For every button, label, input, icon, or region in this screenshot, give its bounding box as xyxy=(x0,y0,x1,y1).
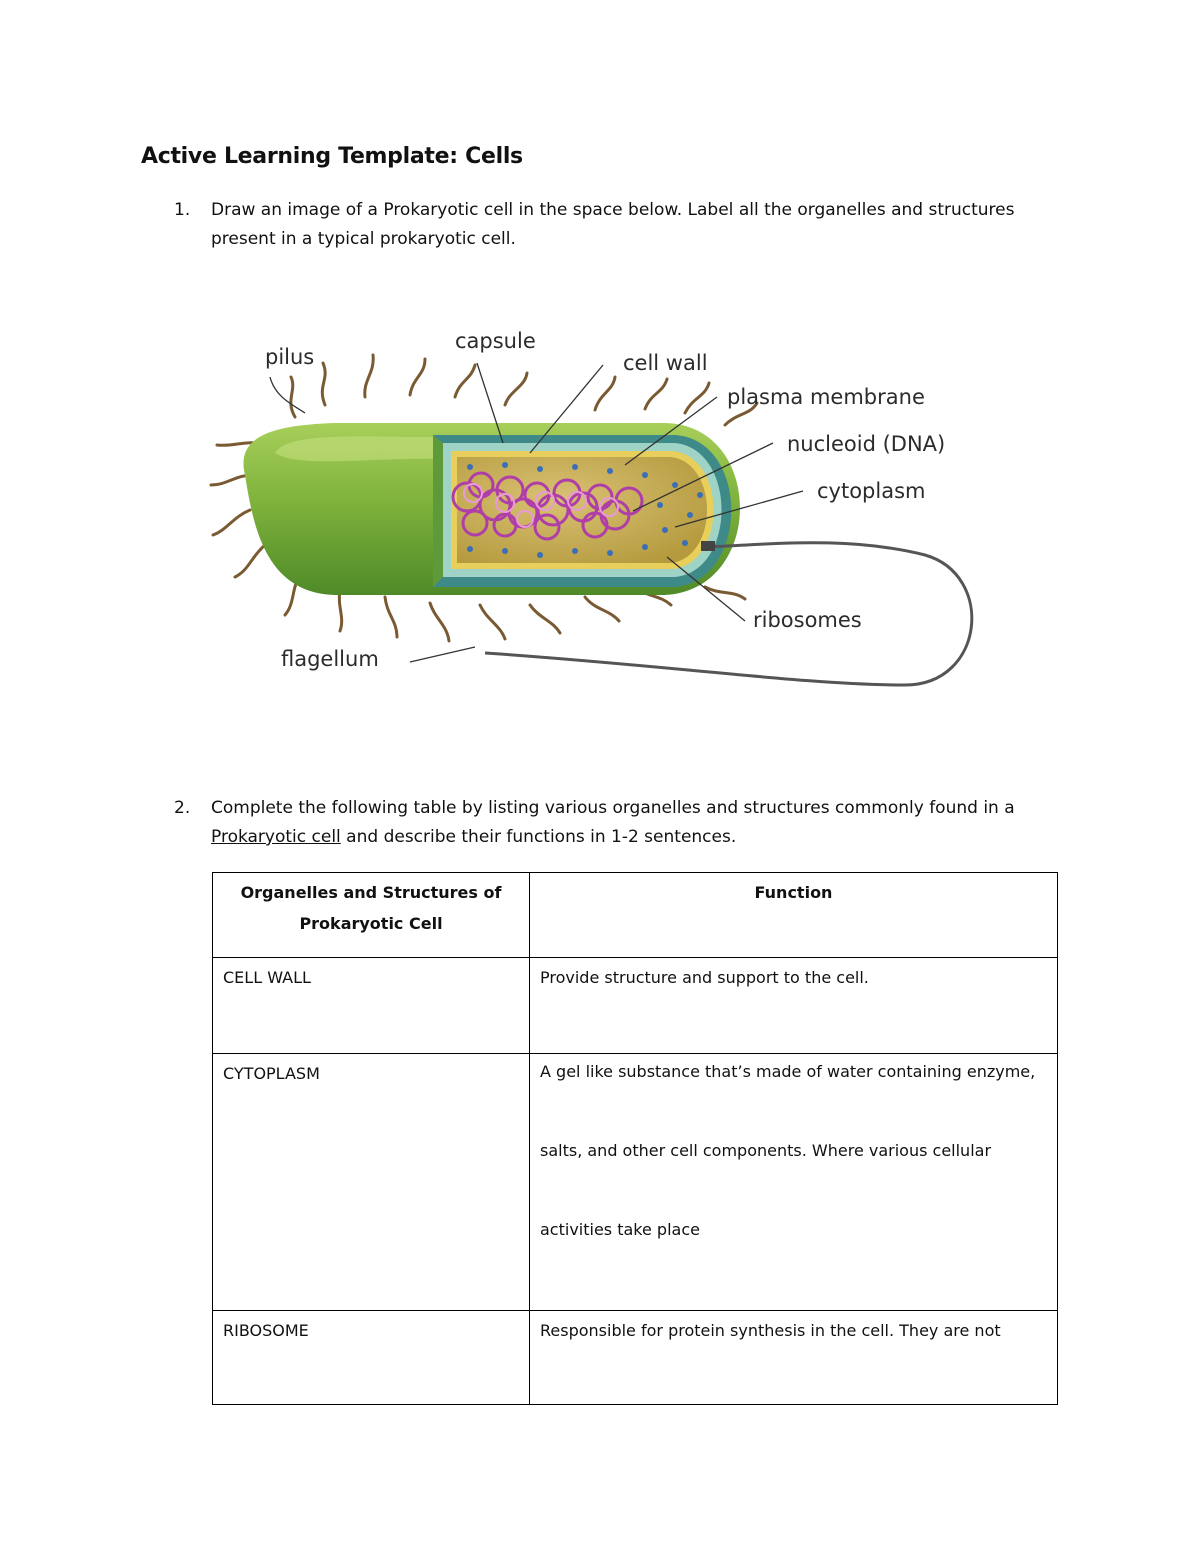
cell-illustration xyxy=(205,325,1005,690)
label-cytoplasm: cytoplasm xyxy=(817,479,926,503)
table-header-row xyxy=(213,873,1058,958)
label-flagellum: flagellum xyxy=(281,647,379,671)
structure-cell: CYTOPLASM xyxy=(213,1054,530,1311)
header-structures: Organelles and Structures of Prokaryotic Cell xyxy=(213,873,530,958)
function-cell: A gel like substance that’s made of water containing enzyme, salts, and other cell components. Where various cellular activities take place xyxy=(530,1054,1058,1311)
function-cell: Responsible for protein synthesis in the cell. They are not xyxy=(530,1311,1058,1405)
question-2-number: 2. xyxy=(174,798,191,818)
question-2-text-after: and describe their functions in 1-2 sentences. xyxy=(340,827,737,847)
cytoplasm-fill xyxy=(457,457,707,563)
label-nucleoid: nucleoid (DNA) xyxy=(787,432,946,456)
label-capsule: capsule xyxy=(455,329,536,353)
function-cell: Provide structure and support to the cell. xyxy=(530,958,1058,1054)
label-cell-wall: cell wall xyxy=(623,351,708,375)
label-plasma-membrane: plasma membrane xyxy=(727,385,925,409)
question-2-text xyxy=(211,794,1071,852)
question-2-underlined-term: Prokaryotic cell xyxy=(211,827,341,847)
table-row xyxy=(213,1054,1058,1311)
question-2-text-before: Complete the following table by listing various organelles and structures commonly found in a xyxy=(211,798,1015,818)
label-pilus: pilus xyxy=(265,345,315,369)
table-row xyxy=(213,1311,1058,1405)
label-ribosomes: ribosomes xyxy=(753,608,862,632)
header-function: Function xyxy=(530,873,1058,958)
structure-cell: RIBOSOME xyxy=(213,1311,530,1405)
page-title: Active Learning Template: Cells xyxy=(141,144,523,169)
organelles-table xyxy=(212,872,1058,1405)
structure-cell: CELL WALL xyxy=(213,958,530,1054)
prokaryotic-cell-diagram xyxy=(205,325,1005,690)
question-1-text: Draw an image of a Prokaryotic cell in the space below. Label all the organelles and structures present in a typical prokaryotic cell. xyxy=(211,200,1015,249)
question-1-number: 1. xyxy=(174,200,191,220)
